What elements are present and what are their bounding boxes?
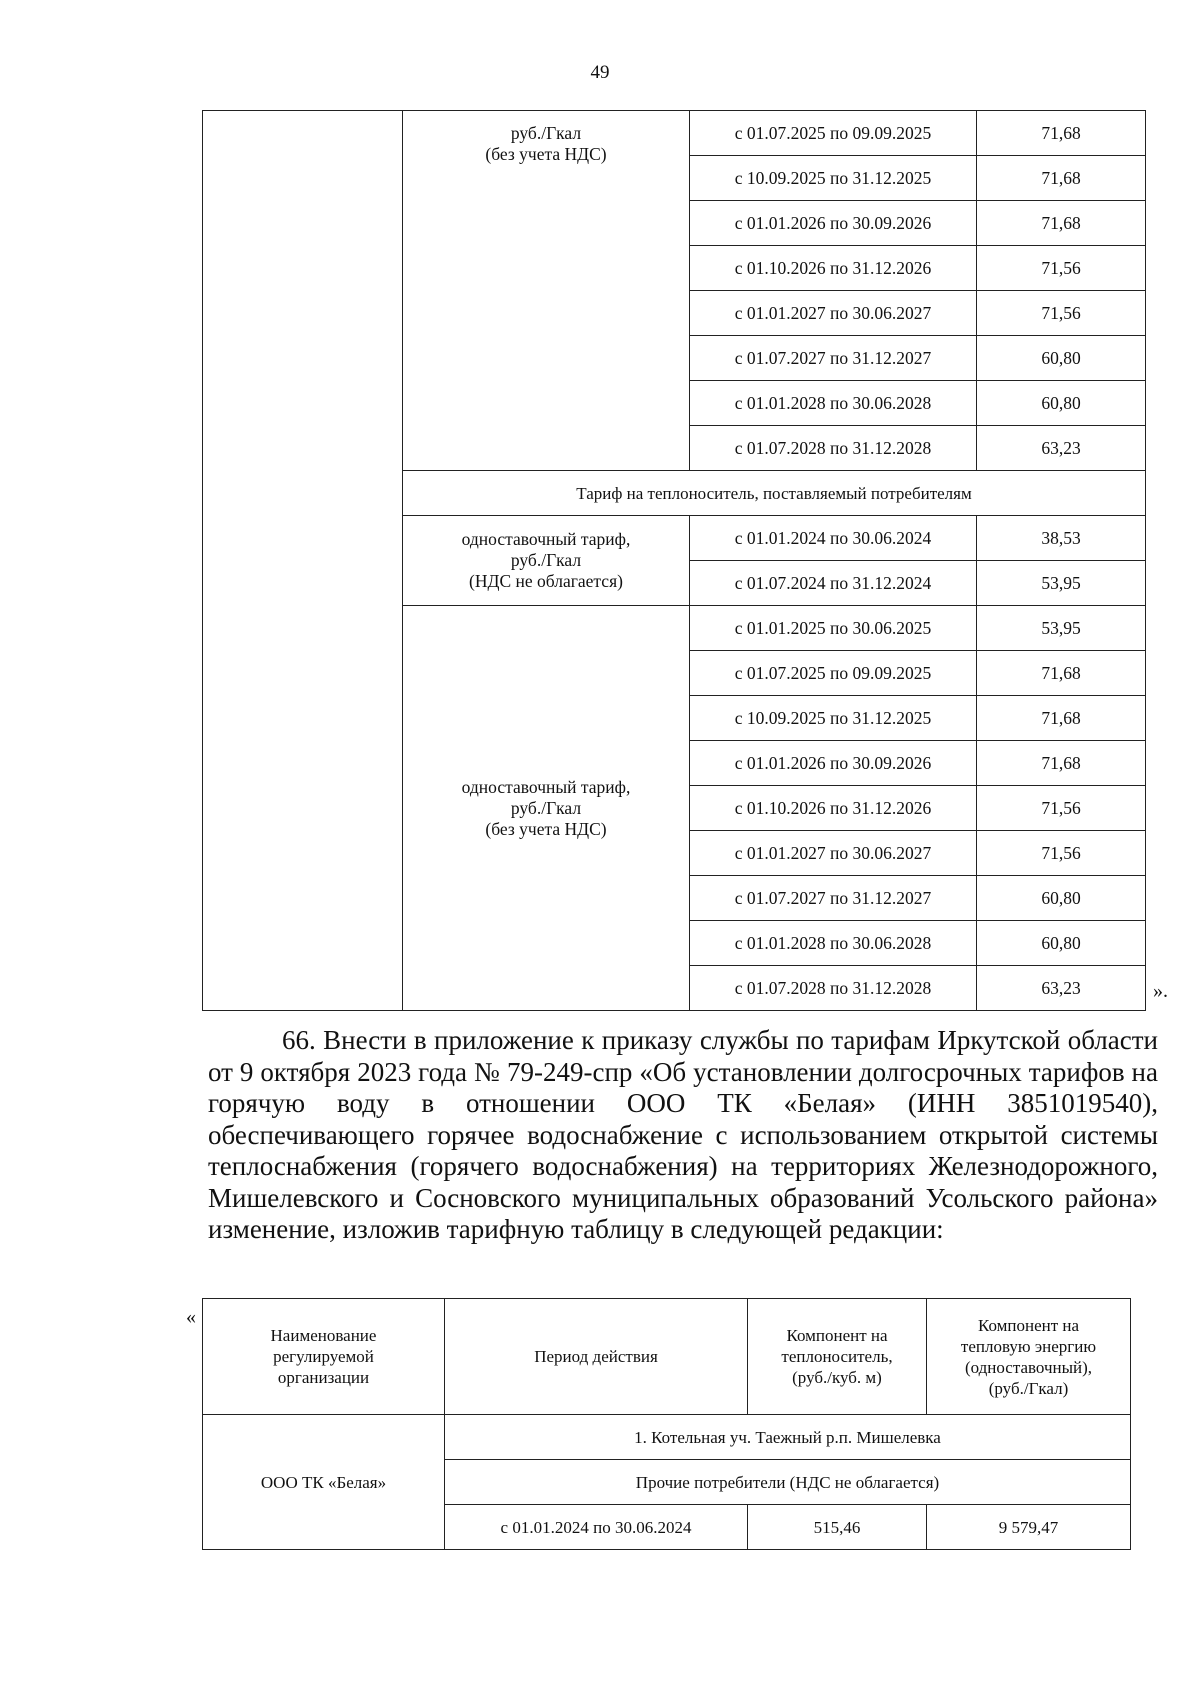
period-cell: с 01.01.2024 по 30.06.2024 xyxy=(690,516,977,561)
header-row xyxy=(203,1299,1131,1415)
value-cell: 71,68 xyxy=(977,111,1146,156)
closing-quote: ». xyxy=(1153,980,1168,1002)
unit-without-vat-label: руб./Гкал (без учета НДС) xyxy=(403,111,690,471)
amendment-paragraph xyxy=(208,1025,1158,1246)
header-coolant-component: Компонент на теплоноситель, (руб./куб. м) xyxy=(748,1299,927,1415)
value-cell: 71,68 xyxy=(977,741,1146,786)
period-cell: с 01.07.2027 по 31.12.2027 xyxy=(690,876,977,921)
period-cell: с 01.07.2024 по 31.12.2024 xyxy=(690,561,977,606)
tariff-vat-exempt-label: одноставочный тариф, руб./Гкал (НДС не облагается) xyxy=(403,516,690,606)
value-cell: 63,23 xyxy=(977,966,1146,1011)
period-cell: с 01.01.2028 по 30.06.2028 xyxy=(690,381,977,426)
section-row xyxy=(203,1415,1131,1460)
value-cell: 71,68 xyxy=(977,201,1146,246)
period-cell: с 01.10.2026 по 31.12.2026 xyxy=(690,246,977,291)
value-cell: 71,56 xyxy=(977,246,1146,291)
opening-quote: « xyxy=(186,1306,196,1328)
period-cell: с 01.01.2025 по 30.06.2025 xyxy=(690,606,977,651)
coolant-value-cell: 515,46 xyxy=(748,1505,927,1550)
header-heat-component: Компонент на тепловую энергию (одноставочный), (руб./Гкал) xyxy=(927,1299,1131,1415)
period-cell: с 01.01.2027 по 30.06.2027 xyxy=(690,291,977,336)
value-cell: 60,80 xyxy=(977,336,1146,381)
tariff-table-continued xyxy=(202,110,1146,1011)
consumer-subsection-title: Прочие потребители (НДС не облагается) xyxy=(445,1460,1131,1505)
value-cell: 71,56 xyxy=(977,291,1146,336)
period-cell: с 10.09.2025 по 31.12.2025 xyxy=(690,696,977,741)
heat-value-cell: 9 579,47 xyxy=(927,1505,1131,1550)
value-cell: 71,56 xyxy=(977,831,1146,876)
period-cell: с 01.07.2027 по 31.12.2027 xyxy=(690,336,977,381)
tariff-without-vat-label: одноставочный тариф, руб./Гкал (без учета НДС) xyxy=(403,606,690,1011)
value-cell: 71,68 xyxy=(977,156,1146,201)
organization-name: ООО ТК «Белая» xyxy=(203,1415,445,1550)
coolant-tariff-section-title: Тариф на теплоноситель, поставляемый потребителям xyxy=(403,471,1146,516)
period-cell: с 01.07.2028 по 31.12.2028 xyxy=(690,966,977,1011)
period-cell: с 01.01.2028 по 30.06.2028 xyxy=(690,921,977,966)
value-cell: 38,53 xyxy=(977,516,1146,561)
table-row xyxy=(203,111,1146,156)
value-cell: 60,80 xyxy=(977,381,1146,426)
value-cell: 53,95 xyxy=(977,561,1146,606)
period-cell: с 01.07.2028 по 31.12.2028 xyxy=(690,426,977,471)
period-cell: с 01.01.2026 по 30.09.2026 xyxy=(690,741,977,786)
value-cell: 71,56 xyxy=(977,786,1146,831)
period-cell: с 10.09.2025 по 31.12.2025 xyxy=(690,156,977,201)
hot-water-tariff-table xyxy=(202,1298,1131,1550)
value-cell: 71,68 xyxy=(977,696,1146,741)
period-cell: с 01.01.2024 по 30.06.2024 xyxy=(445,1505,748,1550)
period-cell: с 01.07.2025 по 09.09.2025 xyxy=(690,111,977,156)
value-cell: 71,68 xyxy=(977,651,1146,696)
header-period: Период действия xyxy=(445,1299,748,1415)
page-number: 49 xyxy=(590,62,610,83)
period-cell: с 01.01.2027 по 30.06.2027 xyxy=(690,831,977,876)
period-cell: с 01.01.2026 по 30.09.2026 xyxy=(690,201,977,246)
value-cell: 60,80 xyxy=(977,876,1146,921)
period-cell: с 01.10.2026 по 31.12.2026 xyxy=(690,786,977,831)
boiler-section-title: 1. Котельная уч. Таежный р.п. Мишелевка xyxy=(445,1415,1131,1460)
value-cell: 60,80 xyxy=(977,921,1146,966)
header-organization: Наименование регулируемой организации xyxy=(203,1299,445,1415)
period-cell: с 01.07.2025 по 09.09.2025 xyxy=(690,651,977,696)
value-cell: 53,95 xyxy=(977,606,1146,651)
value-cell: 63,23 xyxy=(977,426,1146,471)
amendment-text: 66. Внести в приложение к приказу службы по тарифам Иркутской области от 9 октября 2023 года № 79-249-спр «Об установлении долгосрочных тарифов на горячую воду в отношении ООО ТК «Белая» (ИНН 3851019540), обеспечивающего горячее водоснабжение с использованием открытой системы теплоснабжения (горячего водоснабжения) на территориях Железнодорожного, Мишелевского и Сосновского муниципальных образований Усольского района» изменение, изложив тарифную таблицу в следующей редакции: xyxy=(208,1025,1158,1244)
organization-cell-empty xyxy=(203,111,403,1011)
